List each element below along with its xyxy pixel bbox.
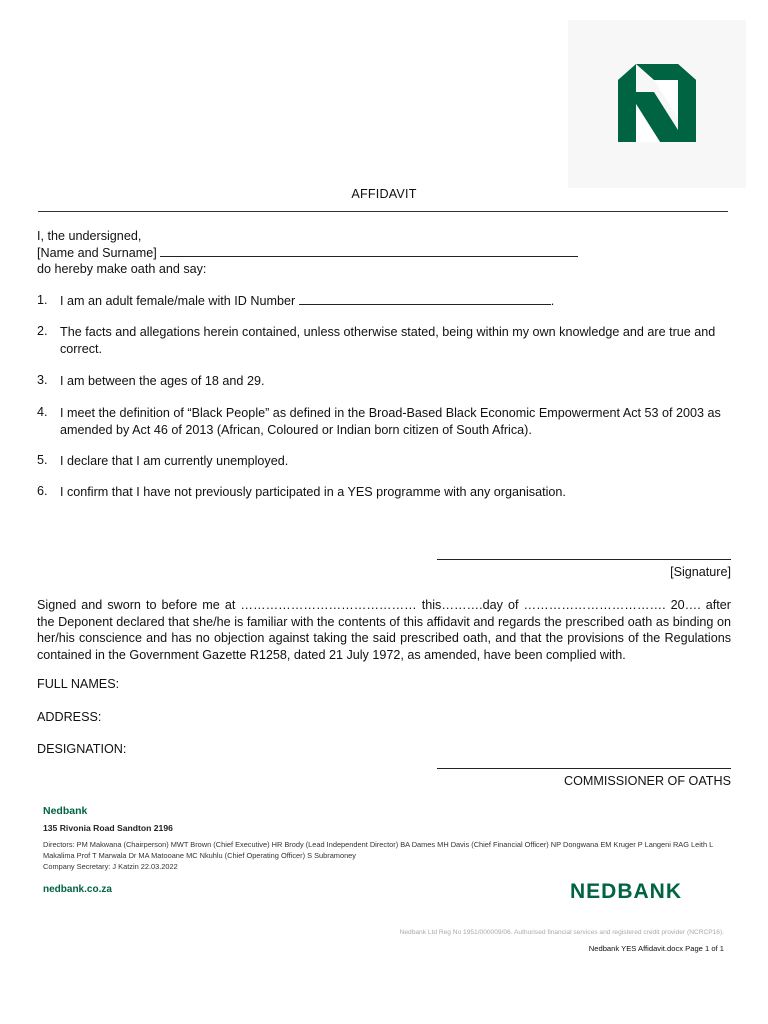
footer-address: 135 Rivonia Road Sandton 2196: [43, 823, 173, 833]
designation-label: DESIGNATION:: [37, 742, 127, 756]
list-item: [60, 293, 732, 310]
item-number: 1.: [37, 293, 48, 307]
list-item: I meet the definition of “Black People” as defined in the Broad-Based Black Economic Empowerment Act 53 of 2003 as amended by Act 46 of 2013 (African, Coloured or Indian born citizen of South Africa).: [60, 406, 721, 437]
signature-line[interactable]: [437, 559, 731, 560]
id-number-blank-line[interactable]: [299, 293, 551, 305]
directors-list: Directors: PM Makwana (Chairperson) MWT Brown (Chief Executive) HR Brody (Lead Independent Director) BA Dames MH Davis (Chief Financial Officer) NP Dongwana EM Kruger P Langeni RAG Leith L Makalima Prof T Marwala Dr MA Matooane MC Nkuhlu (Chief Operating Officer) S Subramoney: [43, 840, 713, 860]
document-info: Nedbank YES Affidavit.docx Page 1 of 1: [588, 944, 724, 953]
footer-directors: [43, 840, 743, 872]
list-item: I confirm that I have not previously participated in a YES programme with any organisation.: [60, 485, 566, 499]
item-suffix: .: [550, 294, 555, 308]
commissioner-signature-line[interactable]: [437, 768, 731, 769]
item-text: I am an adult female/male with ID Number: [60, 294, 296, 308]
signature-label: [Signature]: [670, 565, 731, 579]
list-item: The facts and allegations herein contained, unless otherwise stated, being within my own knowledge and are true and correct.: [60, 325, 716, 356]
footer-website-link[interactable]: nedbank.co.za: [43, 884, 112, 895]
title-divider: [38, 211, 728, 212]
intro-line-1: I, the undersigned,: [37, 229, 142, 243]
nedbank-wordmark-logo: NEDBANK: [570, 880, 682, 903]
name-blank-line[interactable]: [160, 245, 578, 257]
commissioner-label: COMMISSIONER OF OATHS: [564, 774, 731, 788]
logo-panel: [568, 20, 746, 188]
item-number: 3.: [37, 373, 48, 387]
company-secretary: Company Secretary: J Katzin 22.03.2022: [43, 861, 178, 871]
address-label: ADDRESS:: [37, 710, 102, 724]
list-item: I am between the ages of 18 and 29.: [60, 374, 265, 388]
item-number: 6.: [37, 484, 48, 498]
registration-line: Nedbank Ltd Reg No 1951/000009/06. Authorised financial services and registered credit provider (NCRCP16).: [399, 929, 724, 936]
name-label: [Name and Surname]: [37, 246, 157, 260]
full-names-label: FULL NAMES:: [37, 677, 120, 691]
footer-company-name: Nedbank: [43, 805, 88, 817]
item-number: 5.: [37, 453, 48, 467]
list-item: I declare that I am currently unemployed.: [60, 454, 289, 468]
item-number: 2.: [37, 324, 48, 338]
item-number: 4.: [37, 405, 48, 419]
nedbank-n-logo-icon: [614, 62, 700, 142]
document-title: AFFIDAVIT: [351, 187, 417, 201]
intro-line-3: do hereby make oath and say:: [37, 262, 207, 276]
name-field: [37, 245, 578, 260]
sworn-statement: Signed and sworn to before me at …………………………………… this……….day of ……………………………. 20…. after the Deponent declared that she/he is familiar with the contents of this affidavit and regards the prescribed oath as binding on her/his conscience and has no objection against taking the said prescribed oath, and that the provisions of the Regulations contained in the Government Gazette R1258, dated 21 July 1972, as amended, have been complied with.: [37, 598, 731, 662]
